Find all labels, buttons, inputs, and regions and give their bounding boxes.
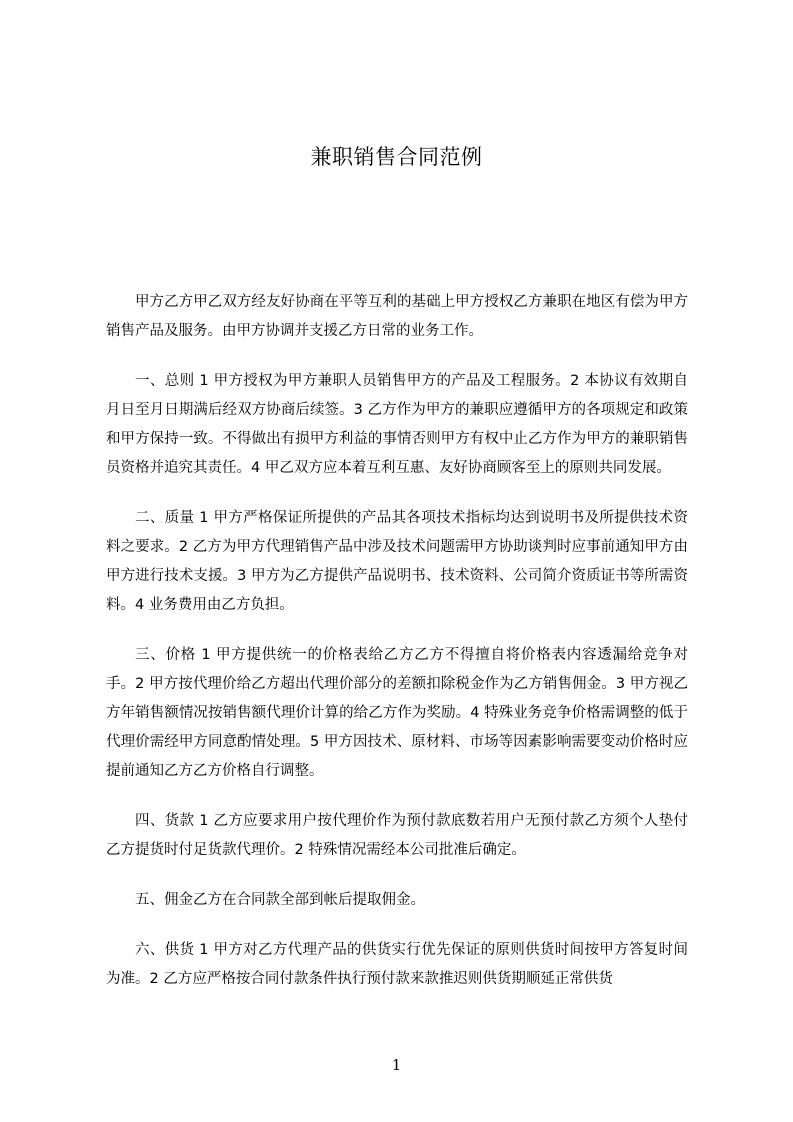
paragraph-quality: 二、质量 1 甲方严格保证所提供的产品其各项技术指标均达到说明书及所提供技术资料之要求。2 乙方为甲方代理销售产品中涉及技术问题需甲方协助谈判时应事前通知甲方由甲方进行技术支援。3 甲方为乙方提供产品说明书、技术资料、公司简介资质证书等所需资料。4 业务费用由乙方负担。 — [106, 510, 688, 613]
paragraph-general-provisions: 一、总则 1 甲方授权为甲方兼职人员销售甲方的产品及工程服务。2 本协议有效期自月日至月日期满后经双方协商后续签。3 乙方作为甲方的兼职应遵循甲方的各项规定和政策和甲方保持一致。不得做出有损甲方利益的事情否则甲方有权中止乙方作为甲方的兼职销售员资格并追究其责任。4 甲乙双方应本着互利互惠、友好协商顾客至上的原则共同发展。 — [106, 373, 688, 476]
paragraph-supply: 六、供货 1 甲方对乙方代理产品的供货实行优先保证的原则供货时间按甲方答复时间为准。2 乙方应严格按合同付款条件执行预付款来款推迟则供货期顺延正常供货 — [106, 942, 688, 987]
paragraph-intro: 甲方乙方甲乙双方经友好协商在平等互利的基础上甲方授权乙方兼职在地区有偿为甲方销售产品及服务。由甲方协调并支援乙方日常的业务工作。 — [106, 294, 688, 339]
page-number: 1 — [391, 1056, 402, 1074]
document-body — [106, 288, 688, 1015]
paragraph-commission: 五、佣金乙方在合同款全部到帐后提取佣金。 — [135, 892, 425, 908]
paragraph-payment: 四、货款 1 乙方应要求用户按代理价作为预付款底数若用户无预付款乙方须个人垫付乙方提货时付足货款代理价。2 特殊情况需经本公司批准后确定。 — [106, 813, 688, 858]
document-title: 兼职销售合同范例 — [310, 145, 483, 169]
paragraph-price: 三、价格 1 甲方提供统一的价格表给乙方乙方不得擅自将价格表内容透漏给竞争对手。2 甲方按代理价给乙方超出代理价部分的差额扣除税金作为乙方销售佣金。3 甲方视乙方年销售额情况按销售额代理价计算的给乙方作为奖励。4 特殊业务竞争价格需调整的低于代理价需经甲方同意酌情处理。5 甲方因技术、原材料、市场等因素影响需要变动价格时应提前通知乙方乙方价格自行调整。 — [106, 647, 688, 779]
